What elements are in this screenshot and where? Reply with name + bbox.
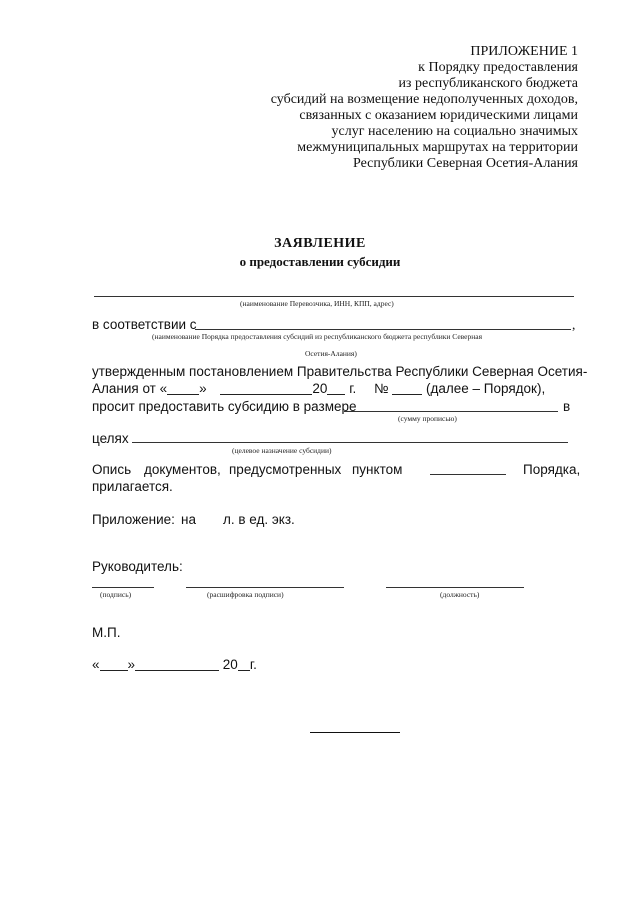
position-caption: (должность) — [440, 590, 480, 599]
signature-caption: (подпись) — [100, 590, 132, 599]
appendix-line: из республиканского бюджета — [398, 76, 578, 91]
attachment-on: на — [181, 512, 196, 527]
inventory-word: предусмотренных — [229, 462, 342, 477]
accordance-label: в соответствии с — [92, 317, 197, 332]
purpose-caption: (целевое назначение субсидии) — [232, 446, 332, 455]
carrier-caption: (наименование Перевозчика, ИНН, КПП, адрес) — [240, 299, 394, 308]
signature-decode-caption: (расшифровка подписи) — [207, 590, 284, 599]
signing-month-field[interactable] — [135, 657, 219, 671]
procedure-caption: (наименование Порядка предоставления субсидий из республиканского бюджета республики Северная — [152, 332, 483, 341]
approved-text: утвержденным постановлением Правительства Республики Северная Осетия- — [92, 364, 588, 379]
month-field[interactable] — [220, 381, 312, 395]
day-field[interactable] — [167, 381, 199, 395]
clause-number-field[interactable] — [430, 474, 506, 475]
carrier-field[interactable] — [94, 296, 574, 297]
document-title: ЗАЯВЛЕНИЕ — [274, 236, 366, 251]
attachment-sheets: л. в ед. экз. — [223, 512, 295, 527]
signature-decode-field[interactable] — [186, 587, 344, 588]
year-field[interactable] — [327, 381, 345, 395]
procedure-caption-cont: Осетия-Алания) — [305, 349, 357, 358]
approved-date-line: Алания от « » 20 г. № (далее – Порядок), — [92, 381, 546, 396]
request-label: просит предоставить субсидию в размере — [92, 399, 357, 414]
appendix-line: связанных с оказанием юридическими лицами — [299, 108, 578, 123]
position-field[interactable] — [386, 587, 524, 588]
inventory-word: Порядка, — [523, 462, 581, 477]
end-divider — [310, 732, 400, 733]
amount-caption: (сумму прописью) — [398, 414, 457, 423]
appendix-line: межмуниципальных маршрутах на территории — [297, 140, 578, 155]
signing-date-line: « » 20 г. — [92, 657, 257, 672]
accordance-comma: , — [572, 317, 576, 332]
head-label: Руководитель: — [92, 559, 183, 574]
document-subtitle: о предоставлении субсидии — [239, 254, 401, 269]
appendix-title: ПРИЛОЖЕНИЕ 1 — [470, 44, 578, 59]
signing-year-field[interactable] — [238, 657, 250, 671]
inventory-word: пунктом — [352, 462, 403, 477]
appendix-line: к Порядку предоставления — [418, 60, 578, 75]
attachment-label: Приложение: — [92, 512, 175, 527]
seal-label: М.П. — [92, 625, 121, 640]
request-end: в — [563, 399, 571, 414]
purpose-field[interactable] — [132, 442, 568, 443]
signing-day-field[interactable] — [100, 657, 128, 671]
signature-field[interactable] — [92, 587, 154, 588]
appendix-line: Республики Северная Осетия-Алания — [353, 156, 578, 171]
inventory-line2: прилагается. — [92, 479, 173, 494]
appendix-line: субсидий на возмещение недополученных доходов, — [270, 92, 578, 107]
inventory-word: Опись — [92, 462, 132, 477]
appendix-block — [218, 44, 578, 172]
appendix-line: услуг населению на социально значимых — [331, 124, 578, 139]
inventory-word: документов, — [144, 462, 221, 477]
purpose-label: целях — [92, 431, 129, 446]
procedure-name-field[interactable] — [195, 329, 571, 330]
resolution-number-field[interactable] — [392, 381, 422, 395]
amount-field[interactable] — [344, 411, 558, 412]
